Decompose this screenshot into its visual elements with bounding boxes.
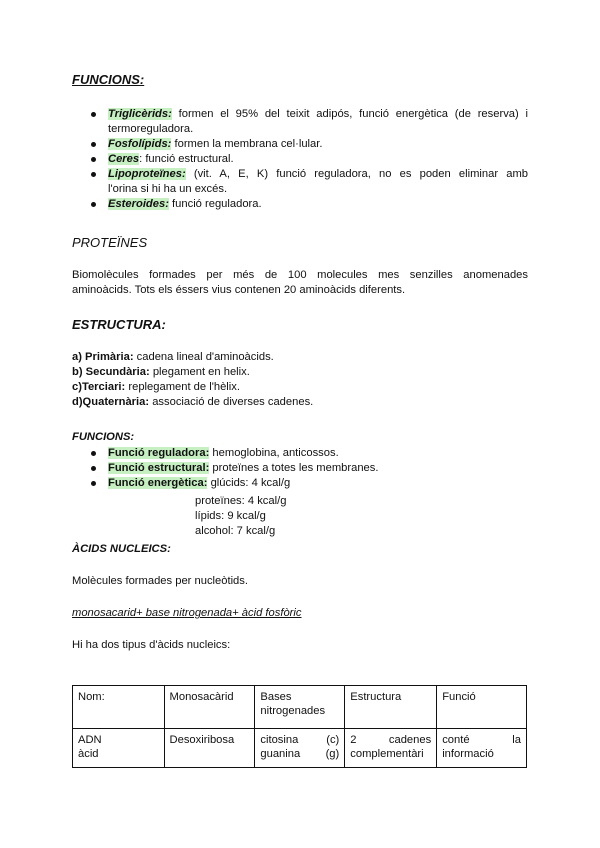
item-text: termoreguladora. <box>108 123 194 135</box>
term-highlight: Funció energètica: <box>108 477 208 489</box>
table-header-cell: Nom: <box>73 686 165 729</box>
list-item <box>72 446 528 461</box>
term-highlight: Funció reguladora: <box>108 447 210 459</box>
cell-word: (c) <box>326 734 340 746</box>
acids-text: Molècules formades per nucleòtids. <box>72 575 248 587</box>
cell-word: 2 <box>350 734 357 746</box>
item-text: formen la membrana cel·lular. <box>171 138 323 150</box>
item-text: proteïnes a totes les membranes. <box>209 462 379 474</box>
term-highlight: Triglicèrids: <box>108 108 172 120</box>
cell-word: guanina <box>260 748 301 760</box>
section-title-acids: ÀCIDS NUCLEICS: <box>72 543 171 555</box>
item-text: formen el 95% del teixit adipós, funció energètica (de reserva) i <box>171 108 528 120</box>
section-title-funcions: FUNCIONS: <box>72 72 145 87</box>
list-item <box>72 197 528 212</box>
cell-line: ADN <box>78 734 102 746</box>
list-item <box>72 395 528 410</box>
cell-line <box>260 733 339 747</box>
cell-line <box>442 733 521 747</box>
list-item <box>72 167 528 197</box>
term-highlight: Fosfolípids: <box>108 138 172 150</box>
table-header-row <box>73 686 527 729</box>
section-title-estructura: ESTRUCTURA: <box>72 317 166 332</box>
table-cell-funcio <box>437 729 527 768</box>
cell-line <box>260 747 339 761</box>
list-item <box>72 350 528 365</box>
nucleic-acids-table <box>72 685 527 768</box>
cell-word: cadenes <box>388 734 432 746</box>
lipid-functions-list <box>72 107 528 212</box>
list-item <box>72 137 528 152</box>
acids-types-text: Hi ha dos tipus d'àcids nucleics: <box>72 639 231 651</box>
energy-line: alcohol: 7 kcal/g <box>195 525 276 537</box>
cell-word: conté <box>442 734 470 746</box>
cell-word: la <box>512 734 521 746</box>
energy-extra-list <box>195 494 286 539</box>
table-header-cell: Funció <box>437 686 527 729</box>
term-highlight: Lipoproteïnes: <box>108 168 186 180</box>
estructura-list <box>72 350 528 410</box>
section-title-funcions-2: FUNCIONS: <box>72 431 135 443</box>
table-cell-nom <box>73 729 165 768</box>
table-cell-bases <box>255 729 345 768</box>
table-header-cell: Monosacàrid <box>164 686 255 729</box>
item-text: funció reguladora. <box>168 198 262 210</box>
item-text: : funció estructural. <box>139 153 234 165</box>
cell-word: (g) <box>325 748 340 760</box>
paragraph-line: Biomolècules formades per més de 100 molecules mes senzilles anomenades <box>72 269 528 281</box>
paragraph-line: aminoàcids. Tots els éssers vius contenen 20 aminoàcids diferents. <box>72 284 406 296</box>
item-text: associació de diverses cadenes. <box>149 396 314 408</box>
list-item <box>72 380 528 395</box>
term-highlight: Ceres <box>108 153 140 165</box>
cell-word: citosina <box>260 734 299 746</box>
list-item <box>72 476 528 491</box>
list-item <box>72 365 528 380</box>
list-item <box>72 152 528 167</box>
list-item <box>72 461 528 476</box>
list-item <box>72 107 528 137</box>
term-highlight: Esteroides: <box>108 198 169 210</box>
table-row <box>73 729 527 768</box>
item-term: d)Quaternària: <box>72 396 150 408</box>
item-text: (vit. A, E, K) funció reguladora, no es poden eliminar amb <box>185 168 528 180</box>
table-header-cell: Estructura <box>345 686 437 729</box>
section-title-proteines: PROTEÏNES <box>72 235 148 250</box>
cell-line <box>350 733 431 747</box>
item-term: b) Secundària: <box>72 366 150 378</box>
item-text: glúcids: 4 kcal/g <box>207 477 291 489</box>
cell-line: complementàri <box>350 748 424 760</box>
term-highlight: Funció estructural: <box>108 462 210 474</box>
cell-line: informació <box>442 748 494 760</box>
table-cell-estructura <box>345 729 437 768</box>
energy-line: lípids: 9 kcal/g <box>195 510 266 522</box>
acids-formula: monosacarid+ base nitrogenada+ àcid fosfòric <box>72 607 302 619</box>
protein-functions-list <box>72 446 528 491</box>
cell-line: àcid <box>78 748 99 760</box>
table-header-cell: Bases nitrogenades <box>255 686 345 729</box>
item-text: hemoglobina, anticossos. <box>209 447 339 459</box>
proteines-paragraph <box>72 268 528 298</box>
item-text: cadena lineal d'aminoàcids. <box>133 351 274 363</box>
item-text: replegament de l'hèlix. <box>125 381 240 393</box>
energy-line: proteïnes: 4 kcal/g <box>195 495 287 507</box>
item-term: a) Primària: <box>72 351 134 363</box>
table-cell-mono: Desoxiribosa <box>164 729 255 768</box>
item-term: c)Terciari: <box>72 381 126 393</box>
item-text: plegament en helix. <box>149 366 250 378</box>
item-text: l'orina si hi ha un excés. <box>108 183 228 195</box>
